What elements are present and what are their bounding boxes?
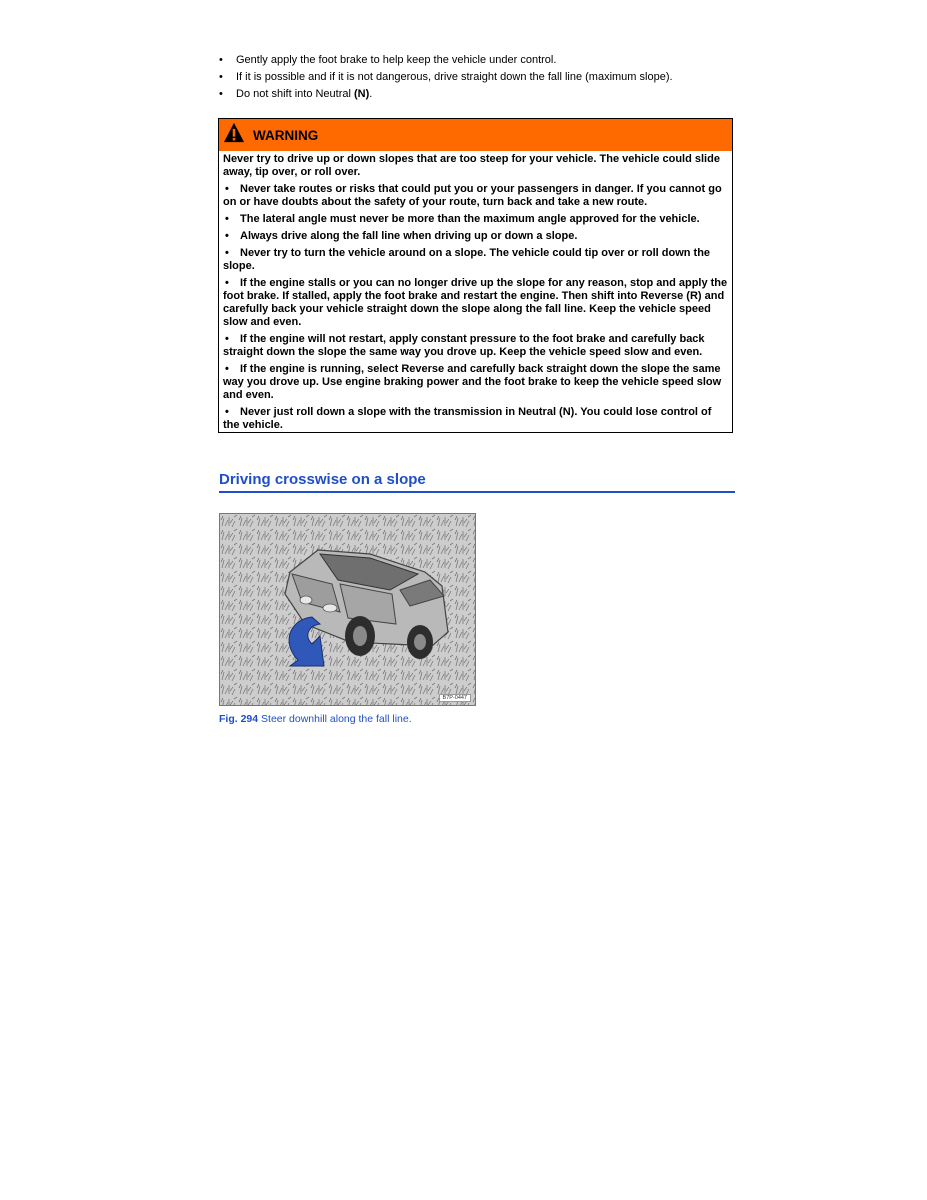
bullet-dot: • bbox=[225, 406, 229, 418]
neutral-gear-label: (N) bbox=[354, 88, 370, 100]
warning-item-text: Never just roll down a slope with the transmission in Neutral (N). You could lose control of the vehicle. bbox=[223, 406, 712, 431]
bullet-text: Gently apply the foot brake to help keep the vehicle under control. bbox=[236, 54, 557, 66]
bullet-text-part: Do not shift into Neutral bbox=[236, 88, 355, 100]
warning-item-text: Always drive along the fall line when driving up or down a slope. bbox=[240, 230, 578, 242]
slope-vehicle-illustration bbox=[220, 514, 475, 705]
warning-item bbox=[223, 247, 728, 273]
warning-box bbox=[218, 118, 733, 433]
warning-item bbox=[223, 183, 728, 209]
bullet-dot: • bbox=[225, 183, 229, 195]
warning-item-text: If the engine is running, select Reverse and carefully back straight down the slope the same way you drove up. Use engine braking power and the foot brake to keep the vehicle speed slow and even. bbox=[223, 363, 722, 401]
figure-caption bbox=[219, 713, 412, 725]
bullet-text-part: . bbox=[369, 88, 373, 100]
warning-item bbox=[223, 363, 728, 402]
warning-item bbox=[223, 277, 728, 329]
bullet-text bbox=[236, 86, 372, 103]
warning-item bbox=[223, 333, 728, 359]
warning-item-text: If the engine will not restart, apply constant pressure to the foot brake and carefully back straight down the slope the same way you drove up. Keep the vehicle speed slow and even. bbox=[223, 333, 705, 358]
bullet-dot: • bbox=[225, 230, 229, 242]
bullet-text: If it is possible and if it is not dangerous, drive straight down the fall line (maximum slope). bbox=[236, 71, 673, 83]
warning-intro: Never try to drive up or down slopes that are too steep for your vehicle. The vehicle could slide away, tip over, or roll over. bbox=[223, 153, 720, 178]
warning-item bbox=[223, 406, 728, 432]
warning-item-text: Never take routes or risks that could put you or your passengers in danger. If you cannot go on or have doubts about the safety of your route, turn back and take a new route. bbox=[223, 183, 722, 208]
bullet-dot: • bbox=[225, 363, 229, 375]
bullet-dot: • bbox=[219, 88, 223, 100]
bullet-dot: • bbox=[225, 247, 229, 259]
warning-item-text: If the engine stalls or you can no longer drive up the slope for any reason, stop and apply the foot brake. If stalled, apply the foot brake and restart the engine. Then shift into Reverse (R) and carefully back your vehicle straight down the slope along the fall line. Keep the vehicle speed slow and even. bbox=[223, 277, 728, 328]
bullet-dot: • bbox=[225, 333, 229, 345]
figure-caption-label: Fig. 294 bbox=[219, 713, 259, 725]
warning-triangle-icon bbox=[223, 122, 245, 144]
list-item bbox=[219, 69, 739, 86]
intro-bullet-list bbox=[219, 52, 739, 103]
figure-caption-text: Steer downhill along the fall line. bbox=[258, 713, 412, 725]
figure-illustration bbox=[219, 513, 476, 706]
warning-item-text: Never try to turn the vehicle around on a slope. The vehicle could tip over or roll down the slope. bbox=[223, 247, 711, 272]
bullet-dot: • bbox=[219, 71, 223, 83]
bullet-dot: • bbox=[225, 277, 229, 289]
warning-title: WARNING bbox=[253, 127, 319, 143]
warning-body bbox=[219, 153, 732, 432]
bullet-dot: • bbox=[219, 54, 223, 66]
warning-header bbox=[219, 119, 732, 151]
warning-item-text: The lateral angle must never be more than the maximum angle approved for the vehicle. bbox=[240, 213, 700, 225]
section-heading: Driving crosswise on a slope bbox=[219, 470, 735, 493]
list-item bbox=[219, 86, 739, 103]
bullet-dot: • bbox=[225, 213, 229, 225]
list-item bbox=[219, 52, 739, 69]
warning-item bbox=[223, 230, 728, 243]
warning-item bbox=[223, 213, 728, 226]
figure-code: B7P-0447 bbox=[439, 694, 471, 702]
